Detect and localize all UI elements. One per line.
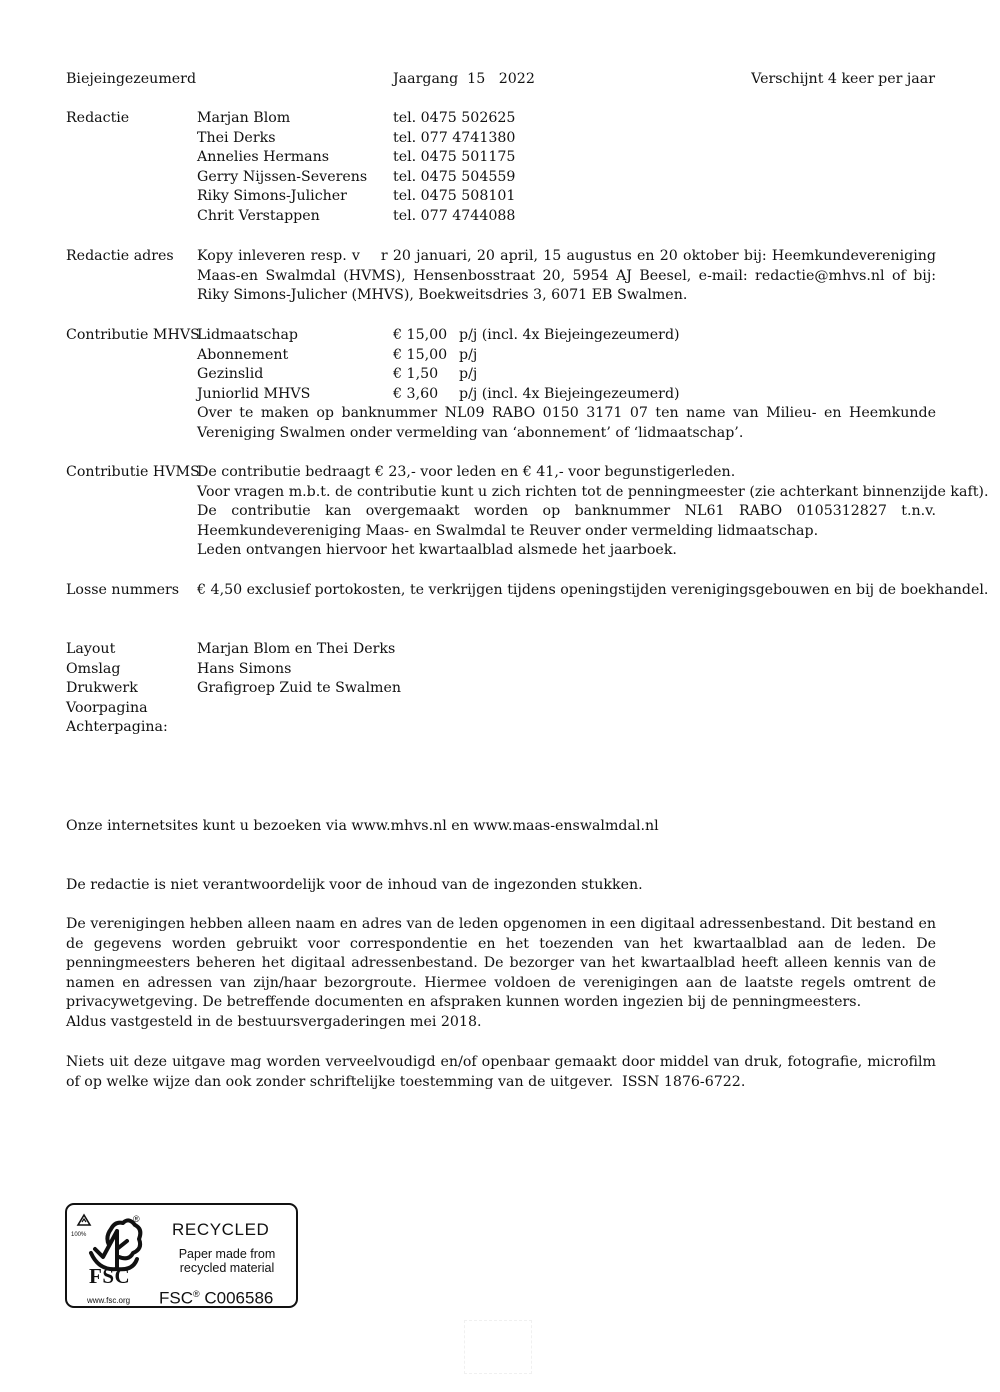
contributie-hvms-label: Contributie HVMS: [66, 464, 200, 480]
fee-row: Lidmaatschap € 15,00 p/j (incl. 4x Biejeingezeumerd): [197, 327, 680, 343]
redactie-member: Thei Derks tel. 077 4741380: [197, 129, 516, 146]
redactie-adres-text: Kopy inleveren resp. v r 20 januari, 20 april, 15 augustus en 20 oktober bij: Heemkundevereniging Maas-en Swalmdal (HVMS), Hensenbosstraat 20, 5954 AJ Beesel, e-mail: redactie@mhvs.nl of bij: Riky Simons-Julicher (MHVS), Boekweitsdries 3, 6071 EB Swalmen.: [197, 248, 941, 304]
fee-row: Abonnement € 15,00 p/j: [197, 346, 478, 363]
redactie-member: Marjan Blom tel. 0475 502625: [197, 110, 516, 126]
contributie-hvms-content: [197, 463, 989, 561]
fsc-recycled-logo: [65, 1203, 298, 1308]
contributie-hvms-section: [66, 463, 989, 563]
fsc-subtitle: Paper made from recycled material: [178, 1247, 276, 1275]
redactie-adres-section: [66, 247, 941, 307]
fsc-recycled-label: RECYCLED: [172, 1220, 270, 1239]
credit-row: Drukwerk Grafigroep Zuid te Swalmen: [66, 680, 402, 697]
redactie-section: [66, 109, 936, 227]
losse-nummers-section: [66, 581, 989, 603]
copyright-notice: Niets uit deze uitgave mag worden verveelvoudigd en/of openbaar gemaakt door middel van druk, fotografie, microfilm of op welke wijze dan ook zonder schriftelijke toestemming van de uitgever. ISSN 1876-6722.: [66, 1054, 941, 1090]
losse-nummers-label: Losse nummers: [66, 582, 180, 598]
redactie-member: Chrit Verstappen tel. 077 4744088: [197, 207, 516, 224]
contributie-mhvs-content: [197, 326, 936, 444]
fsc-registered-mark: ®: [133, 1214, 140, 1224]
credit-row: Layout Marjan Blom en Thei Derks: [66, 641, 396, 657]
credit-row: Voorpagina: [66, 699, 148, 716]
contributie-hvms-line: De contributie bedraagt € 23,- voor leden en € 41,- voor begunstigerleden.: [197, 464, 736, 480]
publication-title: Biejeingezeumerd: [66, 71, 197, 87]
credit-row: Omslag Hans Simons: [66, 660, 292, 677]
contributie-mhvs-section: [66, 326, 936, 446]
internet-sites: Onze internetsites kunt u bezoeken via www.mhvs.nl en www.maas-enswalmdal.nl: [66, 818, 659, 834]
frequency: Verschijnt 4 keer per jaar: [751, 71, 935, 87]
fsc-brand: FSC: [89, 1264, 131, 1288]
fsc-license-code: FSC® C006586: [159, 1288, 274, 1308]
fsc-percent: 100%: [71, 1232, 87, 1238]
redactie-adres-label: Redactie adres: [66, 248, 174, 264]
redactie-members: [197, 109, 936, 227]
contributie-mhvs-text: Over te maken op banknummer NL09 RABO 0150 3171 07 ten name van Milieu- en Heemkunde Vereniging Swalmen onder vermelding van ‘abonnement’ of ‘lidmaatschap’.: [197, 405, 936, 441]
redactie-member: Riky Simons-Julicher tel. 0475 508101: [197, 188, 516, 205]
privacy-notice: [66, 915, 936, 1033]
fsc-url: www.fsc.org: [87, 1296, 131, 1305]
redactie-member: Gerry Nijssen-Severens tel. 0475 504559: [197, 168, 516, 185]
contributie-hvms-para: De contributie kan overgemaakt worden op banknummer NL61 RABO 0105312827 t.n.v. Heemkundevereniging Maas- en Swalmdal te Reuver onder vermelding lidmaatschap.: [197, 503, 936, 539]
contributie-hvms-line: Voor vragen m.b.t. de contributie kunt u zich richten tot de penningmeester (zie achterkant binnenzijde kaft).: [197, 483, 989, 500]
fee-row: Gezinslid € 1,50 p/j: [197, 366, 478, 383]
credits-section: [66, 640, 936, 740]
losse-nummers-text: € 4,50 exclusief portokosten, te verkrijgen tijdens openingstijden verenigingsgebouwen en bij de boekhandel.: [197, 582, 989, 598]
contributie-hvms-line: Leden ontvangen hiervoor het kwartaalblad alsmede het jaarboek.: [197, 542, 677, 559]
privacy-text: De verenigingen hebben alleen naam en adres van de leden opgenomen in een digitaal adressenbestand. Dit bestand en de gegevens worden gebruikt voor correspondentie en het toezenden van het kwartaalblad aan de leden. De penningmeesters beheren het digitaal adressenbestand. De bezorger van het kwartaalblad heeft alleen kennis van de namen en adressen van zijn/haar bezorgroute. Hiermee voldoen de verenigingen aan de laatste regels omtrent de privacywetgeving. De betreffende documenten en afspraken kunnen worden ingezien bij de penningmeesters.: [66, 916, 936, 1011]
credit-row: Achterpagina:: [66, 719, 168, 736]
privacy-closing: Aldus vastgesteld in de bestuursvergaderingen mei 2018.: [66, 1013, 482, 1030]
redactie-member: Annelies Hermans tel. 0475 501175: [197, 149, 516, 166]
redactie-label: Redactie: [66, 110, 130, 126]
disclaimer: De redactie is niet verantwoordelijk voor de inhoud van de ingezonden stukken.: [66, 877, 643, 893]
volume-year: Jaargang 15 2022: [393, 71, 535, 87]
fee-row: Juniorlid MHVS € 3,60 p/j (incl. 4x Biejeingezeumerd): [197, 385, 680, 402]
contributie-mhvs-label: Contributie MHVS: [66, 327, 200, 343]
page-number-area: [464, 1320, 532, 1374]
